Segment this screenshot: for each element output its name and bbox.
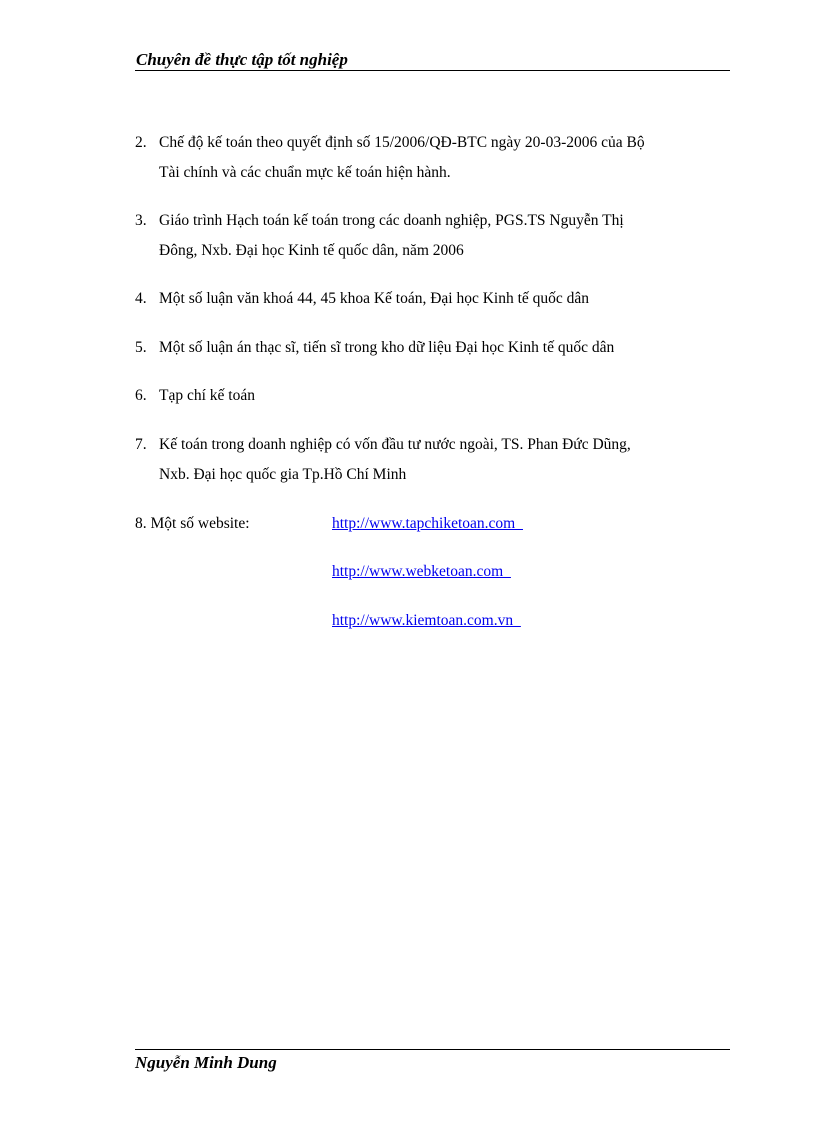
website-label: 8. Một số website: [135, 515, 250, 532]
reference-number: 6. [135, 387, 147, 404]
reference-item-4 [135, 284, 589, 314]
reference-number: 7. [135, 436, 147, 453]
website-link-webketoan[interactable]: http://www.webketoan.com [332, 563, 511, 580]
reference-item-3 [135, 206, 624, 266]
reference-text: Giáo trình Hạch toán kế toán trong các doanh nghiệp, PGS.TS Nguyễn Thị [159, 212, 624, 229]
website-link-kiemtoan[interactable]: http://www.kiemtoan.com.vn [332, 612, 521, 629]
reference-text: Kế toán trong doanh nghiệp có vốn đầu tư nước ngoài, TS. Phan Đức Dũng, [159, 436, 631, 453]
reference-item-6 [135, 381, 255, 411]
reference-text-continued: Tài chính và các chuẩn mực kế toán hiện hành. [159, 164, 451, 181]
reference-item-2 [135, 128, 645, 188]
reference-item-7 [135, 430, 631, 490]
reference-number: 4. [135, 290, 147, 307]
reference-number: 2. [135, 134, 147, 151]
footer-author: Nguyễn Minh Dung [135, 1053, 277, 1072]
reference-text-continued: Đông, Nxb. Đại học Kinh tế quốc dân, năm 2006 [159, 242, 464, 259]
reference-text-continued: Nxb. Đại học quốc gia Tp.Hồ Chí Minh [159, 466, 407, 483]
header-title: Chuyên đề thực tập tốt nghiệp [136, 50, 348, 69]
page-header [135, 48, 730, 71]
reference-text: Một số luận văn khoá 44, 45 khoa Kế toán, Đại học Kinh tế quốc dân [159, 290, 590, 307]
reference-number: 5. [135, 339, 147, 356]
footer-divider [135, 1049, 730, 1050]
reference-text: Chế độ kế toán theo quyết định số 15/2006/QĐ-BTC ngày 20-03-2006 của Bộ [159, 134, 645, 151]
reference-text: Một số luận án thạc sĩ, tiến sĩ trong kho dữ liệu Đại học Kinh tế quốc dân [159, 339, 615, 356]
reference-item-5 [135, 333, 614, 363]
reference-text: Tạp chí kế toán [159, 387, 255, 404]
website-link-tapchiketoan[interactable]: http://www.tapchiketoan.com [332, 515, 523, 532]
reference-number: 3. [135, 212, 147, 229]
